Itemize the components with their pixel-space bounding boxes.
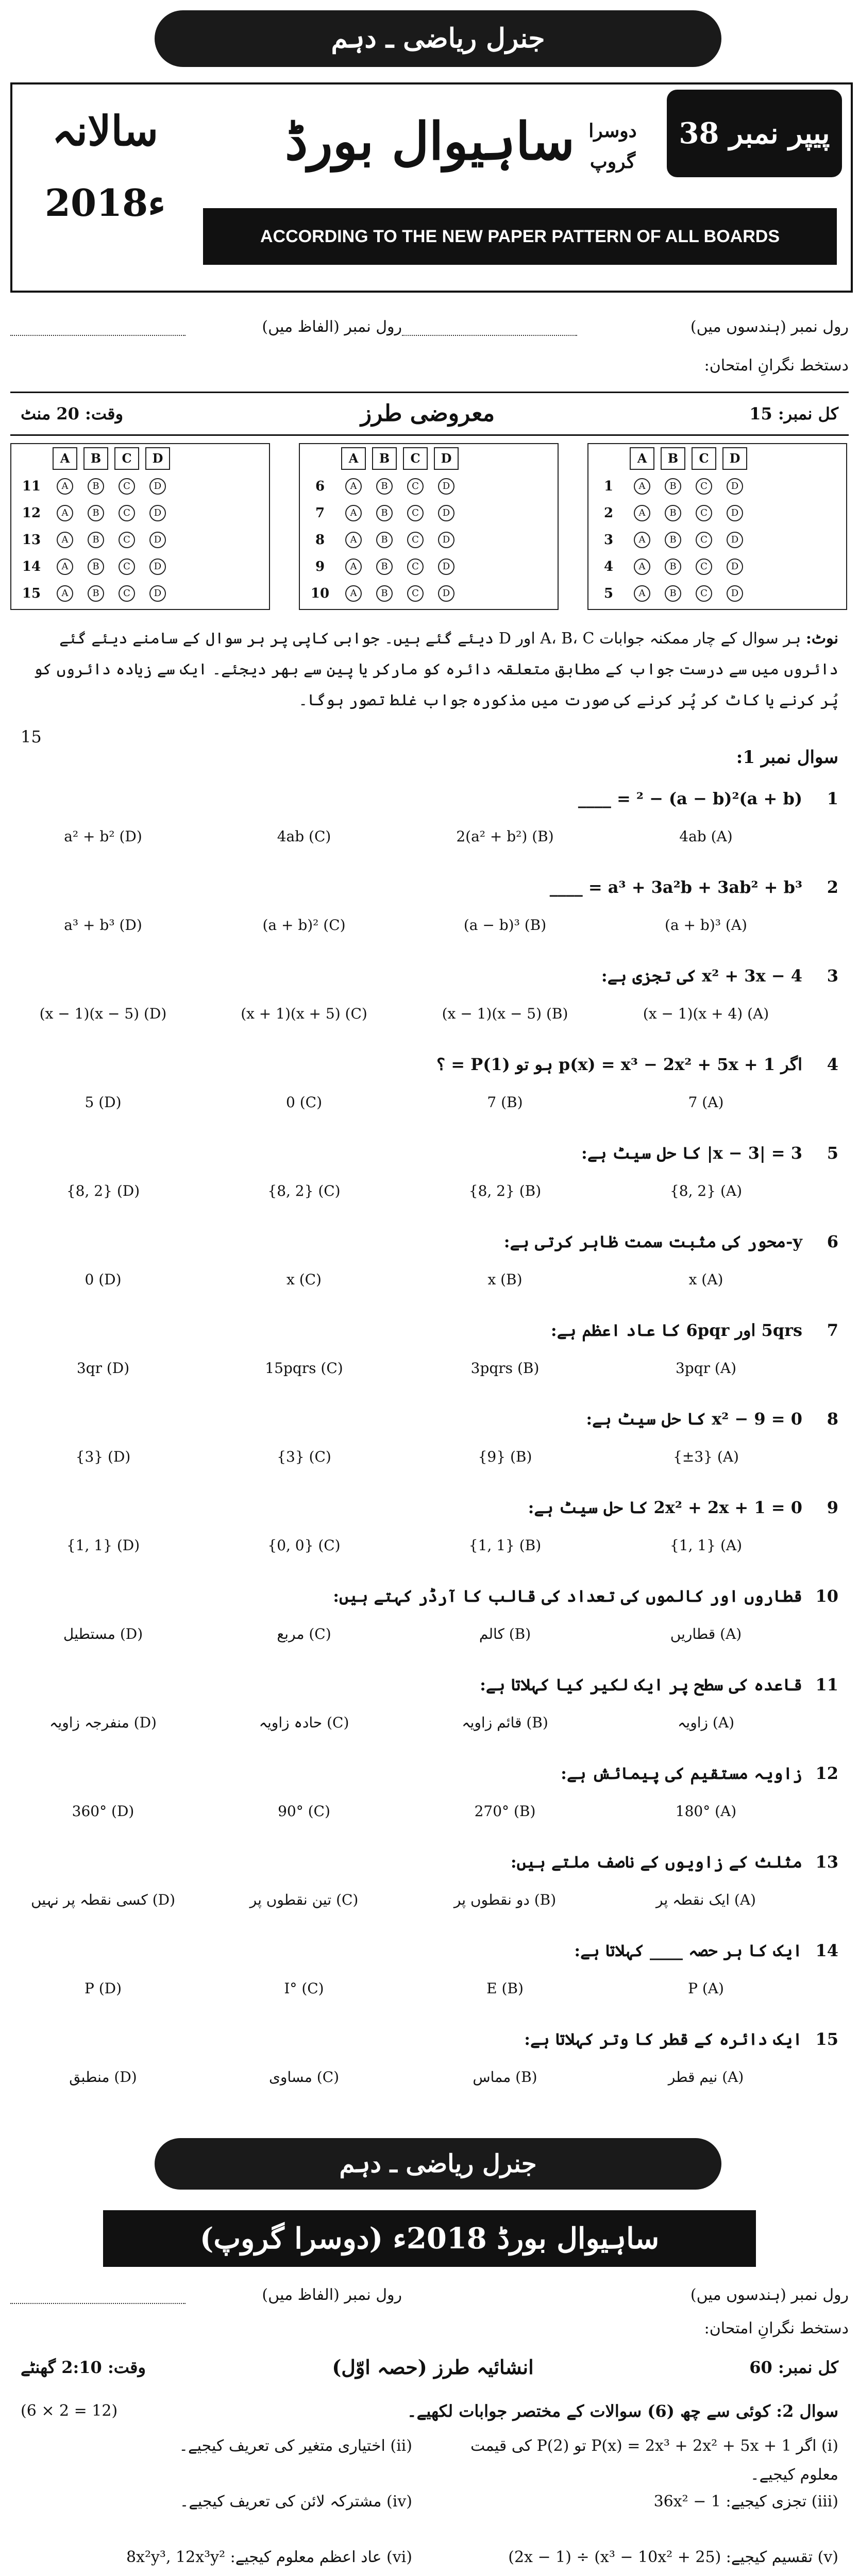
- answer-bubble[interactable]: C: [119, 478, 135, 495]
- mcq-option[interactable]: کسی نقطہ پر نہیں (D): [30, 1891, 176, 1908]
- answer-bubble[interactable]: A: [345, 478, 362, 495]
- mcq-item: [0, 1138, 859, 1220]
- bubble-question-number: 12: [22, 505, 41, 521]
- subj-examiner-label: دستخط نگرانِ امتحان:: [704, 2319, 849, 2337]
- year-label: 2018ء: [44, 181, 166, 225]
- mcq-option[interactable]: (x − 1)(x − 5) (D): [39, 1005, 167, 1022]
- mcq-option[interactable]: 2(a² + b²) (B): [456, 828, 554, 845]
- answer-bubble[interactable]: A: [634, 532, 650, 548]
- mcq-item: [0, 2024, 859, 2106]
- answer-bubble[interactable]: D: [727, 532, 743, 548]
- board-title: ساہیوال بورڈ: [284, 111, 575, 172]
- answer-bubble[interactable]: D: [438, 558, 454, 575]
- answer-bubble[interactable]: D: [438, 505, 454, 521]
- bubble-column: [10, 443, 270, 610]
- bubble-question-number: 8: [315, 532, 325, 548]
- mcq-item: [0, 1049, 859, 1131]
- answer-bubble[interactable]: B: [665, 585, 681, 602]
- answer-bubble[interactable]: A: [345, 558, 362, 575]
- bubble-header-letter: B: [661, 447, 685, 470]
- answer-bubble[interactable]: D: [438, 478, 454, 495]
- mcq-option[interactable]: (x + 1)(x + 5) (C): [241, 1005, 367, 1022]
- mcq-question: ایک کا ہر حصہ ____ کہلاتا ہے:: [574, 1941, 802, 1960]
- answer-bubble[interactable]: A: [345, 532, 362, 548]
- answer-bubble[interactable]: A: [634, 505, 650, 521]
- mcq-option[interactable]: x (C): [287, 1271, 322, 1288]
- answer-bubble[interactable]: D: [727, 478, 743, 495]
- answer-bubble[interactable]: D: [438, 585, 454, 602]
- mcq-number: 2: [827, 877, 838, 897]
- mcq-question: x² + 3x − 4 کی تجزی ہے:: [601, 966, 802, 986]
- answer-bubble[interactable]: C: [696, 585, 712, 602]
- answer-bubble[interactable]: B: [665, 478, 681, 495]
- mcq-option[interactable]: حادہ زاویہ (C): [259, 1714, 349, 1731]
- answer-bubble[interactable]: C: [119, 585, 135, 602]
- mcq-option[interactable]: {3} (D): [75, 1448, 131, 1465]
- roll-digits-label: رول نمبر (ہندسوں میں): [690, 318, 849, 336]
- subj-roll-words-field[interactable]: [10, 2303, 186, 2304]
- mcq-option[interactable]: دو نقطوں پر (B): [453, 1891, 557, 1908]
- mcq-item: [0, 783, 859, 866]
- mcq-option[interactable]: 90° (C): [278, 1803, 330, 1820]
- q2-head: سوال 2: کوئی سے چھ (6) سوالات کے مختصر جوابات لکھیے۔: [407, 2401, 838, 2421]
- mcq-number: 6: [827, 1232, 838, 1251]
- mcq-list: [0, 783, 859, 2133]
- mcq-option[interactable]: 5 (D): [85, 1094, 122, 1111]
- mcq-question: (a + b)² − (a − b)² = ____: [578, 789, 802, 808]
- mcq-item: [0, 1403, 859, 1486]
- mcq-option[interactable]: 7 (B): [487, 1094, 523, 1111]
- mcq-option[interactable]: 4ab (A): [679, 828, 733, 845]
- answer-bubble[interactable]: C: [119, 558, 135, 575]
- bubble-column: [587, 443, 847, 610]
- answer-bubble[interactable]: A: [634, 558, 650, 575]
- bubble-column: [299, 443, 559, 610]
- mcq-number: 7: [827, 1320, 838, 1340]
- mcq-option[interactable]: (a − b)³ (B): [463, 917, 547, 934]
- time-label: وقت: 20 منٹ: [21, 404, 124, 423]
- mcq-option[interactable]: P (A): [688, 1980, 724, 1997]
- mcq-number: 14: [815, 1941, 838, 1960]
- bubble-question-number: 14: [22, 559, 41, 574]
- roll-words-field[interactable]: [10, 335, 186, 336]
- mcq-option[interactable]: {1, 1} (D): [66, 1537, 140, 1554]
- answer-bubble[interactable]: C: [407, 478, 424, 495]
- mcq-question: قاعدہ کی سطح پر ایک لکیر کیا کہلاتا ہے:: [480, 1675, 802, 1694]
- answer-bubble[interactable]: C: [407, 505, 424, 521]
- answer-bubble[interactable]: C: [696, 558, 712, 575]
- mcq-option[interactable]: قطاریں (A): [670, 1625, 742, 1642]
- mcq-question: a³ + 3a²b + 3ab² + b³ = ____: [549, 877, 802, 897]
- section-marks: 15: [21, 727, 42, 747]
- note-label: نوٹ:: [805, 630, 838, 648]
- mcq-option[interactable]: E (B): [486, 1980, 524, 1997]
- mcq-option[interactable]: {8, 2} (C): [267, 1182, 341, 1199]
- bubble-question-number: 2: [603, 505, 614, 521]
- answer-bubble[interactable]: A: [57, 585, 73, 602]
- mcq-option[interactable]: ایک نقطہ پر (A): [656, 1891, 756, 1908]
- answer-bubble[interactable]: C: [119, 532, 135, 548]
- mcq-option[interactable]: P (D): [84, 1980, 122, 1997]
- mcq-item: [0, 1846, 859, 1929]
- bubble-question-number: 10: [310, 586, 330, 601]
- answer-bubble[interactable]: B: [376, 478, 393, 495]
- subj-roll-words-label: رول نمبر (الفاظ میں): [262, 2286, 402, 2304]
- mcq-question: y-محور کی مثبت سمت ظاہر کرتی ہے:: [503, 1232, 802, 1251]
- mcq-question: مثلث کے زاویوں کے ناصف ملتے ہیں:: [510, 1852, 802, 1872]
- answer-bubble[interactable]: A: [345, 585, 362, 602]
- answer-bubble[interactable]: B: [88, 505, 104, 521]
- mcq-option[interactable]: {9} (B): [478, 1448, 532, 1465]
- mcq-option[interactable]: مربع (C): [277, 1625, 331, 1642]
- mcq-question: x² − 9 = 0 کا حل سیٹ ہے:: [586, 1409, 802, 1429]
- subjective-title-bar: [103, 2210, 756, 2267]
- bubble-header-letter: C: [692, 447, 716, 470]
- answer-bubble[interactable]: B: [88, 532, 104, 548]
- answer-bubble[interactable]: A: [634, 585, 650, 602]
- header-banner: [10, 82, 853, 293]
- mcq-option[interactable]: 0 (D): [85, 1271, 122, 1288]
- mcq-option[interactable]: {0, 0} (C): [267, 1537, 341, 1554]
- answer-bubble[interactable]: B: [376, 532, 393, 548]
- subj-total: کل نمبر: 60: [749, 2358, 838, 2377]
- short-question: (v) تقسیم کیجیے: (x³ − 10x² + 25) ÷ (2x − 1): [508, 2548, 838, 2566]
- mcq-option[interactable]: نیم قطر (A): [668, 2069, 744, 2086]
- bubble-question-number: 1: [603, 479, 614, 494]
- answer-bubble[interactable]: D: [727, 585, 743, 602]
- roll-words-label: رول نمبر (الفاظ میں): [262, 318, 402, 336]
- bubble-question-number: 11: [22, 479, 41, 494]
- short-question: (ii) اختیاری متغیر کی تعریف کیجیے۔: [179, 2437, 412, 2455]
- answer-bubble[interactable]: D: [149, 478, 166, 495]
- mcq-option[interactable]: مساوی (C): [268, 2069, 340, 2086]
- roll-digits-field[interactable]: [402, 335, 577, 336]
- bubble-header-letter: D: [145, 447, 170, 470]
- mcq-option[interactable]: (x − 1)(x + 4) (A): [643, 1005, 769, 1022]
- bubble-question-number: 4: [603, 559, 614, 574]
- subjective-brand-bar: [155, 2138, 721, 2190]
- section-label: سوال نمبر 1:: [736, 747, 838, 768]
- info-row: [10, 309, 849, 345]
- mcq-number: 15: [815, 2029, 838, 2049]
- bubble-header-letter: D: [434, 447, 459, 470]
- mcq-option[interactable]: 15pqrs (C): [265, 1360, 343, 1377]
- mcq-question: اگر p(x) = x³ − 2x² + 5x + 1 ہو تو P(1) = ؟: [436, 1055, 802, 1074]
- mcq-option[interactable]: 3pqrs (B): [470, 1360, 540, 1377]
- mcq-number: 11: [815, 1675, 838, 1694]
- mcq-option[interactable]: 3pqr (A): [675, 1360, 736, 1377]
- subj-part1: انشائیہ طرز (حصہ اوّل): [332, 2355, 534, 2379]
- answer-bubble[interactable]: B: [88, 585, 104, 602]
- answer-bubble[interactable]: C: [407, 558, 424, 575]
- subtitle-bar: [203, 208, 837, 265]
- note-text: ہر سوال کے چار ممکنہ جوابات A، B، C اور D دیئے گئے ہیں۔ جوابی کاپی پر ہر سوال کے سامنے دیئے گئے دائروں میں سے درست جواب کے مطابق متعلقہ دائرہ کو مارکر یا پین سے بھر دیجئے۔ ایک سے زیادہ دائروں کو پُر کرنے یا کاٹ کر پُر کرنے کی صورت میں مذکورہ جواب غلط تصور ہوگا۔: [33, 630, 838, 709]
- mcq-option[interactable]: تین نقطوں پر (C): [249, 1891, 359, 1908]
- mcq-option[interactable]: I° (C): [284, 1980, 324, 1997]
- mcq-option[interactable]: {1, 1} (A): [669, 1537, 743, 1554]
- answer-bubble[interactable]: A: [634, 478, 650, 495]
- mcq-number: 10: [815, 1586, 838, 1606]
- answer-bubble[interactable]: A: [57, 558, 73, 575]
- examiner-label: دستخط نگرانِ امتحان:: [704, 357, 849, 375]
- answer-bubble[interactable]: D: [149, 532, 166, 548]
- mcq-option[interactable]: a³ + b³ (D): [64, 917, 142, 934]
- brand-title: جنرل ریاضی ـ دہم: [331, 23, 545, 54]
- answer-bubble[interactable]: C: [119, 505, 135, 521]
- q2-marks: (6 × 2 = 12): [21, 2402, 118, 2420]
- answer-bubble-grid: [10, 443, 849, 613]
- mcq-option[interactable]: منطبق (D): [69, 2069, 137, 2086]
- mcq-number: 3: [827, 966, 838, 986]
- mcq-number: 5: [827, 1143, 838, 1163]
- mcq-number: 13: [815, 1852, 838, 1872]
- answer-bubble[interactable]: C: [696, 505, 712, 521]
- mcq-option[interactable]: کالم (B): [479, 1625, 531, 1642]
- paper-number-badge: [667, 90, 842, 177]
- mcq-number: 8: [827, 1409, 838, 1429]
- bubble-header-letter: B: [83, 447, 108, 470]
- group-label: دوسرا گروپ: [588, 120, 637, 173]
- mcq-item: [0, 872, 859, 954]
- bubble-header-letter: A: [53, 447, 77, 470]
- bubble-header-letter: C: [114, 447, 139, 470]
- mcq-option[interactable]: مستطیل (D): [63, 1625, 143, 1642]
- mcq-question: 2x² + 2x + 1 = 0 کا حل سیٹ ہے:: [528, 1498, 802, 1517]
- mcq-option[interactable]: {8, 2} (B): [468, 1182, 542, 1199]
- mcq-question: 3 = |x − 3| کا حل سیٹ ہے:: [581, 1143, 802, 1163]
- subjective-title: ساہیوال بورڈ 2018ء (دوسرا گروپ): [199, 2222, 660, 2256]
- answer-bubble[interactable]: B: [376, 585, 393, 602]
- bubble-question-number: 7: [315, 505, 325, 521]
- objective-header: [10, 392, 849, 436]
- mcq-item: [0, 1492, 859, 1574]
- subjective-brand: جنرل ریاضی ـ دہم: [339, 2149, 537, 2178]
- mcq-option[interactable]: x (B): [487, 1271, 523, 1288]
- mcq-option[interactable]: 0 (C): [286, 1094, 322, 1111]
- answer-bubble[interactable]: C: [696, 478, 712, 495]
- answer-bubble[interactable]: A: [345, 505, 362, 521]
- mcq-item: [0, 1758, 859, 1840]
- mcq-item: [0, 1669, 859, 1752]
- mcq-option[interactable]: {8, 2} (D): [66, 1182, 140, 1199]
- bubble-question-number: 13: [22, 532, 41, 548]
- mcq-option[interactable]: {8, 2} (A): [669, 1182, 743, 1199]
- subj-time: وقت: 2:10 گھنٹے: [21, 2358, 146, 2377]
- mcq-option[interactable]: {1, 1} (B): [468, 1537, 542, 1554]
- mcq-item: [0, 1935, 859, 2018]
- mcq-number: 9: [827, 1498, 838, 1517]
- mcq-option[interactable]: (a + b)³ (A): [665, 917, 747, 934]
- bubble-question-number: 5: [603, 586, 614, 601]
- mcq-item: [0, 1315, 859, 1397]
- mcq-option[interactable]: مماس (B): [473, 2069, 537, 2086]
- bubble-header-letter: B: [372, 447, 397, 470]
- subj-roll-digits-label: رول نمبر (ہندسوں میں): [690, 2286, 849, 2304]
- mcq-option[interactable]: {3} (C): [277, 1448, 331, 1465]
- answer-bubble[interactable]: A: [57, 478, 73, 495]
- subjective-info-row: [10, 2277, 849, 2313]
- instructions-note: [21, 623, 838, 716]
- answer-bubble[interactable]: D: [149, 585, 166, 602]
- mcq-option[interactable]: 7 (A): [688, 1094, 724, 1111]
- answer-bubble[interactable]: A: [57, 532, 73, 548]
- mcq-number: 1: [827, 789, 838, 808]
- answer-bubble[interactable]: B: [88, 478, 104, 495]
- mcq-option[interactable]: a² + b² (D): [64, 828, 142, 845]
- answer-bubble[interactable]: B: [665, 532, 681, 548]
- mcq-option[interactable]: (a + b)² (C): [262, 917, 346, 934]
- mcq-option[interactable]: x (A): [688, 1271, 723, 1288]
- mcq-option[interactable]: قائم زاویہ (B): [462, 1714, 548, 1731]
- bubble-question-number: 9: [315, 559, 325, 574]
- subj-header-row: [10, 2349, 849, 2385]
- answer-bubble[interactable]: C: [407, 585, 424, 602]
- bubble-header-letter: C: [403, 447, 428, 470]
- mcq-option[interactable]: زاویہ (A): [678, 1714, 734, 1731]
- answer-bubble[interactable]: B: [376, 558, 393, 575]
- answer-bubble[interactable]: D: [727, 505, 743, 521]
- mcq-item: [0, 1581, 859, 1663]
- q2-items: [0, 2432, 859, 2576]
- answer-bubble[interactable]: B: [88, 558, 104, 575]
- bubble-header-letter: A: [341, 447, 366, 470]
- answer-bubble[interactable]: D: [727, 558, 743, 575]
- answer-bubble[interactable]: B: [665, 505, 681, 521]
- total-marks: کل نمبر: 15: [749, 404, 838, 423]
- mcq-option[interactable]: منفرجہ زاویہ (D): [49, 1714, 157, 1731]
- mcq-item: [0, 960, 859, 1043]
- mcq-option[interactable]: 270° (B): [474, 1803, 536, 1820]
- bubble-question-number: 6: [315, 479, 325, 494]
- short-question: (vi) عاد اعظم معلوم کیجیے: 8x²y³, 12x³y²: [126, 2548, 412, 2566]
- mcq-item: [0, 1226, 859, 1309]
- answer-bubble[interactable]: B: [665, 558, 681, 575]
- mcq-option[interactable]: 4ab (C): [277, 828, 331, 845]
- bubble-header-letter: D: [722, 447, 747, 470]
- objective-title: معروضی طرز: [360, 400, 495, 427]
- mcq-question: 5qrs اور 6pqr کا عاد اعظم ہے:: [550, 1320, 802, 1340]
- bubble-question-number: 3: [603, 532, 614, 548]
- answer-bubble[interactable]: D: [149, 505, 166, 521]
- answer-bubble[interactable]: D: [438, 532, 454, 548]
- mcq-question: زاویہ مستقیم کی پیمائش ہے:: [561, 1764, 802, 1783]
- short-question: (iii) تجزی کیجیے: 36x² − 1: [653, 2493, 838, 2511]
- top-brand-bar: [155, 10, 721, 67]
- answer-bubble[interactable]: D: [149, 558, 166, 575]
- short-question: (i) اگر P(x) = 2x³ + 2x² + 5x + 1 تو P(2) کی قیمت معلوم کیجیے۔: [470, 2437, 838, 2484]
- mcq-number: 12: [815, 1764, 838, 1783]
- mcq-option[interactable]: 180° (A): [675, 1803, 737, 1820]
- short-question: (iv) مشترکہ لائن کی تعریف کیجیے۔: [179, 2493, 412, 2511]
- answer-bubble[interactable]: C: [407, 532, 424, 548]
- mcq-question: ایک دائرہ کے قطر کا وتر کہلاتا ہے:: [524, 2029, 802, 2049]
- mcq-option[interactable]: {±3} (A): [673, 1448, 739, 1465]
- mcq-number: 4: [827, 1055, 838, 1074]
- answer-bubble[interactable]: C: [696, 532, 712, 548]
- mcq-option[interactable]: 3qr (D): [76, 1360, 130, 1377]
- paper-number: پیپر نمبر 38: [679, 116, 830, 150]
- subtitle-text: ACCORDING TO THE NEW PAPER PATTERN OF ALL BOARDS: [260, 227, 780, 246]
- bubble-question-number: 15: [22, 586, 41, 601]
- mcq-question: قطاروں اور کالموں کی تعداد کی قالب کا آرڈر کہتے ہیں:: [333, 1586, 802, 1606]
- answer-bubble[interactable]: B: [376, 505, 393, 521]
- mcq-option[interactable]: (x − 1)(x − 5) (B): [442, 1005, 568, 1022]
- annual-label: سالانہ: [52, 107, 159, 155]
- bubble-header-letter: A: [630, 447, 654, 470]
- mcq-option[interactable]: 360° (D): [72, 1803, 134, 1820]
- answer-bubble[interactable]: A: [57, 505, 73, 521]
